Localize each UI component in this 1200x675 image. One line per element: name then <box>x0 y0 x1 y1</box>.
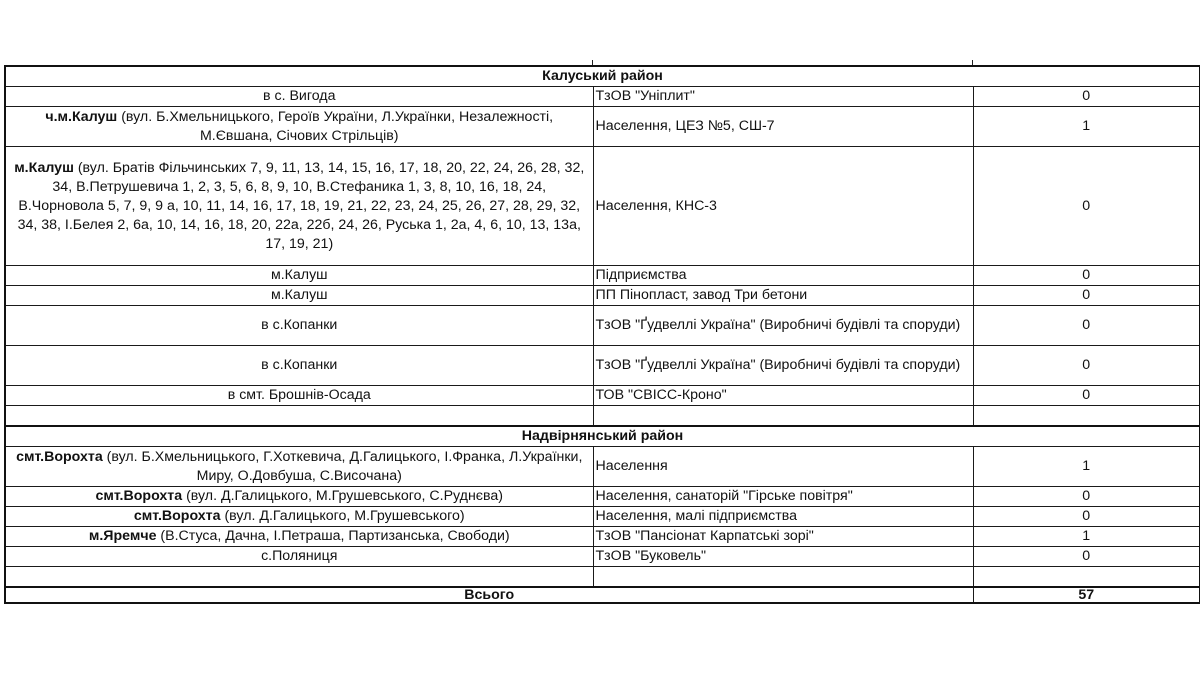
object-cell: ТзОВ "Пансіонат Карпатські зорі" <box>593 527 973 547</box>
location-bold: м.Калуш <box>14 159 74 176</box>
count-cell: 0 <box>973 306 1200 346</box>
location-text: м.Калуш <box>270 267 328 283</box>
object-cell: Населення <box>593 447 973 487</box>
count-cell: 0 <box>973 147 1200 266</box>
count-cell: 1 <box>973 527 1200 547</box>
empty-row <box>5 406 1200 427</box>
table-row <box>5 266 1200 286</box>
location-text: (вул. Б.Хмельницького, Героїв України, Л.Українки, Незалежності, М.Євшана, Січових Стрільців) <box>117 108 554 144</box>
count-cell: 0 <box>973 286 1200 306</box>
empty-cell <box>5 406 593 427</box>
object-cell: Населення, ЦЕЗ №5, СШ-7 <box>593 107 973 147</box>
object-cell: ТзОВ "Ґудвеллі Україна" (Виробничі будівлі та споруди) <box>593 346 973 386</box>
table-row <box>5 346 1200 386</box>
count-cell: 0 <box>973 266 1200 286</box>
empty-row <box>5 567 1200 588</box>
location-cell <box>5 286 593 306</box>
empty-cell <box>973 567 1200 588</box>
object-cell: ТзОВ "Буковель" <box>593 547 973 567</box>
location-cell <box>5 346 593 386</box>
object-cell: Населення, санаторій "Гірське повітря" <box>593 487 973 507</box>
district-name: Калуський район <box>5 66 1200 87</box>
table-row <box>5 487 1200 507</box>
table-row <box>5 527 1200 547</box>
location-cell <box>5 306 593 346</box>
count-cell: 1 <box>973 447 1200 487</box>
count-cell: 0 <box>973 87 1200 107</box>
location-text: (В.Стуса, Дачна, І.Петраша, Партизанська, Свободи) <box>156 528 510 544</box>
table-row <box>5 547 1200 567</box>
count-cell: 0 <box>973 487 1200 507</box>
object-cell: ТзОВ "Уніплит" <box>593 87 973 107</box>
location-cell <box>5 266 593 286</box>
location-cell <box>5 107 593 147</box>
count-cell: 0 <box>973 386 1200 406</box>
table-row <box>5 447 1200 487</box>
location-bold: смт.Ворохта <box>16 448 103 465</box>
count-cell: 0 <box>973 547 1200 567</box>
table-row <box>5 147 1200 266</box>
location-cell <box>5 147 593 266</box>
location-cell <box>5 87 593 107</box>
total-row <box>5 587 1200 603</box>
location-cell <box>5 487 593 507</box>
location-bold: ч.м.Калуш <box>45 108 118 125</box>
outage-report-table <box>4 65 1200 604</box>
location-text: (вул. Б.Хмельницького, Г.Хоткевича, Д.Галицького, І.Франка, Л.Українки, Миру, О.Довбуша, С.Височана) <box>102 448 583 484</box>
object-cell: ТзОВ "Ґудвеллі Україна" (Виробничі будівлі та споруди) <box>593 306 973 346</box>
location-cell <box>5 386 593 406</box>
table-row <box>5 507 1200 527</box>
table-row <box>5 107 1200 147</box>
location-bold: смт.Ворохта <box>133 508 221 524</box>
location-text: (вул. Д.Галицького, М.Грушевського) <box>220 508 465 524</box>
empty-cell <box>593 406 973 427</box>
location-text: м.Калуш <box>270 287 328 303</box>
location-cell <box>5 507 593 527</box>
object-cell: Населення, КНС-3 <box>593 147 973 266</box>
table-row <box>5 87 1200 107</box>
location-bold: смт.Ворохта <box>95 488 183 504</box>
district-header-row <box>5 426 1200 447</box>
table-row <box>5 386 1200 406</box>
location-cell <box>5 447 593 487</box>
empty-cell <box>593 567 973 588</box>
location-cell <box>5 547 593 567</box>
object-cell: Населення, малі підприємства <box>593 507 973 527</box>
count-cell: 0 <box>973 507 1200 527</box>
district-header-row <box>5 66 1200 87</box>
object-cell: ТОВ "СВІСС-Кроно" <box>593 386 973 406</box>
district-name: Надвірнянський район <box>5 426 1200 447</box>
location-text: в с.Копанки <box>261 357 338 373</box>
total-value: 57 <box>973 587 1200 603</box>
location-cell <box>5 527 593 547</box>
table-row <box>5 286 1200 306</box>
object-cell: Підприємства <box>593 266 973 286</box>
location-text: (вул. Братів Фільчинських 7, 9, 11, 13, 14, 15, 16, 17, 18, 20, 22, 24, 26, 28, 32, 34, В.Петрушевича 1, 2, 3, 5, 6, 8, 9, 10, В.Стефаника 1, 3, 8, 10, 16, 18, 24, В.Чорновола 5, 7, 9, 9 а, 10, 11, 14, 16, 17, 18, 19, 21, 22, 23, 24, 25, 26, 27, 28, 29, 32, 34, 38, І.Белея 2, 6а, 10, 14, 16, 18, 20, 22а, 22б, 24, 26, Руська 1, 2а, 4, 6, 10, 13, 13а, 17, 19, 21) <box>17 159 585 252</box>
empty-cell <box>5 567 593 588</box>
location-text: в с.Копанки <box>261 317 338 333</box>
table-row <box>5 306 1200 346</box>
empty-cell <box>973 406 1200 427</box>
location-text: (вул. Д.Галицького, М.Грушевського, С.Руднєва) <box>182 488 504 504</box>
object-cell: ПП Пінопласт, завод Три бетони <box>593 286 973 306</box>
location-text: с.Поляниця <box>261 548 338 564</box>
location-text: в смт. Брошнів-Осада <box>227 387 371 403</box>
location-text: в с. Вигода <box>263 88 336 104</box>
location-bold: м.Яремче <box>88 528 157 544</box>
count-cell: 0 <box>973 346 1200 386</box>
total-label: Всього <box>5 587 973 603</box>
count-cell: 1 <box>973 107 1200 147</box>
